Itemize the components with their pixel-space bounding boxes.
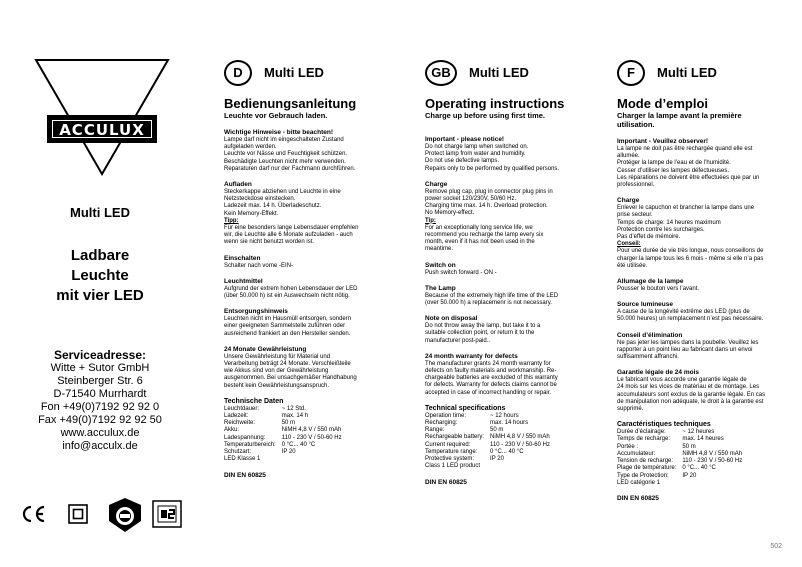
column-header: Multi LED xyxy=(657,65,717,81)
info-heading: Switch on xyxy=(425,261,456,269)
tech-label: Operation time: Recharging: Range: xyxy=(425,412,467,434)
tech-label: Ladezeit: Reichweite: xyxy=(224,413,256,427)
info-section xyxy=(425,262,595,277)
page-number: 502 xyxy=(770,543,782,550)
tech-table xyxy=(617,429,787,487)
tech-title: Technische Daten xyxy=(224,397,284,405)
tech-title: Caractéristiques techniques xyxy=(617,421,711,429)
service-title: Serviceadresse: xyxy=(53,348,147,362)
tech-label: Protective system: Class 1 LED product xyxy=(425,456,481,470)
info-section xyxy=(617,369,787,413)
column-german xyxy=(224,60,384,479)
column-english xyxy=(425,60,595,486)
tip-label: Tipp: xyxy=(224,217,239,224)
info-heading: Leuchtmittel xyxy=(224,277,263,285)
tech-title: Technical specifications xyxy=(425,404,506,412)
info-section xyxy=(425,136,595,173)
info-heading: Charge xyxy=(617,197,640,205)
info-text: Do not throw away the lamp, but take it to a suitable collection point, or return it to the manufacturer post-paid.. xyxy=(425,323,541,344)
service-line: Witte + Sutor GmbH xyxy=(50,362,150,374)
tech-label: Leuchtdauer: xyxy=(224,405,260,412)
section-subtitle: Charge up before using first time. xyxy=(425,111,546,120)
info-section xyxy=(425,315,595,345)
acculux-logo xyxy=(48,116,156,142)
info-section xyxy=(425,285,595,307)
info-heading: Wichtige Hinweise - bitte beachten! xyxy=(224,129,334,136)
info-section xyxy=(617,332,787,362)
tip-label: Tip: xyxy=(425,217,436,224)
info-text: Push switch forward - ON - xyxy=(425,269,497,276)
info-text: La lampe ne doit pas être rechargée quand elle est allumée. Protéger la lampe de l’eau et de l’humidité. Cesser d’utiliser les lampes défectueuses. Les réparations ne doivent être effectuées que par un professionnel. xyxy=(617,146,760,189)
info-text: Lampe darf nicht im eingeschalteten Zustand aufgeladen werden. Leuchte vor Nässe und Feuchtigkeit schützen. Beschädigte Leuchten nicht mehr verwenden. Reparaturen darf nur der Fachmann durchführen. xyxy=(224,137,356,172)
section-title: Operating instructions xyxy=(425,96,565,111)
tech-label: Schutzart: LED Klasse 1 xyxy=(224,449,261,463)
info-section xyxy=(617,138,787,189)
info-section xyxy=(224,278,384,300)
tech-value: ~ 12 hours max. 14 hours 50 m xyxy=(490,412,529,434)
language-badge-de: D xyxy=(224,60,252,86)
info-heading: Note on disposal xyxy=(425,315,478,323)
tip-text: Für eine besonders lange Lebensdauer empfehlen wir, die Leuchte alle 6 Monate aufzuladen - auch wenn sie nicht benutzt worden ist. xyxy=(224,225,359,246)
column-french xyxy=(617,60,787,502)
tip-text: Pour une durée de vie très longue, nous conseillons de charger la lampe tous les 6 mois - même si elle n’a pas été utilisée. xyxy=(617,248,764,269)
tech-value: max. 14 h 50 m xyxy=(281,413,309,427)
info-heading: Garantie légale de 24 mois xyxy=(617,369,700,377)
info-section xyxy=(224,255,384,270)
section-title: Mode d’emploi xyxy=(617,96,708,111)
din-norm: DIN EN 60825 xyxy=(425,478,467,486)
tip-label: Conseil: xyxy=(617,241,641,248)
tech-value: NiMH 4,8 V / 550 mAh 110 - 230 V / 50-60 Hz 0 °C... 40 °C IP 20 xyxy=(682,450,743,479)
info-heading: Entsorgungshinweis xyxy=(224,308,288,316)
info-text: Pousser le bouton vers l’avant. xyxy=(617,286,700,293)
tech-table xyxy=(425,413,595,471)
info-heading: Conseil d’élimination xyxy=(617,331,683,339)
gs-safety-icon xyxy=(152,500,182,528)
tuv-certification-icon xyxy=(108,497,142,533)
column-header: Multi LED xyxy=(264,65,324,81)
info-section xyxy=(617,197,787,270)
column-header: Multi LED xyxy=(469,65,529,81)
tip-text: For an exceptionally long service life, we recommend you recharge the lamp every six month, even if it has not been used in the meantime. xyxy=(425,224,544,253)
language-badge-f: F xyxy=(617,60,645,86)
service-line: Steinberger Str. 6 xyxy=(57,375,143,387)
info-section xyxy=(224,346,384,390)
info-text: Schalter nach vorne -EIN- xyxy=(224,262,294,269)
tagline-line: Leuchte xyxy=(71,267,129,284)
tech-value: NiMH 4,8 V / 550 mAh 110 - 230 V / 50-60 Hz 0 °C... 40 °C xyxy=(490,434,550,455)
double-insulation-icon xyxy=(68,504,88,524)
info-text: Do not charge lamp when switched on. Protect lamp from water and humidity. Do not use defective lamps. Repairs only to be performed by qualified persons. xyxy=(425,144,560,172)
info-heading: Einschalten xyxy=(224,254,261,262)
info-text: Steckerkappe abziehen und Leuchte in eine Netzsteckdose einstecken. Ladezeit max. 14 h. Überladeschutz. Kein Memory-Effekt. xyxy=(224,189,341,217)
info-text: Because of the extremely high life time of the LED (over 50.000 h) a replacemenr is not necessary. xyxy=(425,292,559,307)
tech-value: ~ 12 heures max. 14 heures 50 m xyxy=(682,429,724,450)
info-section xyxy=(617,278,787,293)
info-section xyxy=(224,129,384,173)
section-subtitle: Leuchte vor Gebrauch laden. xyxy=(224,111,328,120)
tech-value: ~ 12 Std. xyxy=(281,405,306,412)
info-heading: 24 month warranty for defects xyxy=(425,352,518,360)
info-text: Remove plug cap, plug in connector plug pins in power socket 120/230V, 50/60 Hz. Charging time max. 14 h. Overload protection. No Memory-effect. xyxy=(425,188,553,217)
tech-table xyxy=(224,406,384,464)
info-section xyxy=(425,181,595,254)
language-badge-gb: GB xyxy=(425,60,457,86)
info-section xyxy=(617,301,787,323)
tech-label: Rechargeable battery: Current required: Temperature range: xyxy=(425,434,485,455)
service-line: www.acculux.de xyxy=(60,427,140,439)
service-line: Fax +49(0)7192 92 92 50 xyxy=(38,414,162,426)
left-tagline xyxy=(40,246,160,306)
ce-mark-icon xyxy=(20,505,46,523)
info-heading: Important - please notice! xyxy=(425,136,505,143)
tech-label: Accumulateur: Tension de recharge: Plage de température: Type de Protection: LED catégorie 1 xyxy=(617,450,677,486)
info-heading: Source lumineuse xyxy=(617,301,673,309)
tagline-line: mit vier LED xyxy=(56,287,144,304)
info-heading: 24 Monate Gewährleistung xyxy=(224,345,307,353)
info-heading: Allumage de la lampe xyxy=(617,278,684,286)
certification-icons xyxy=(20,497,185,533)
section-title: Bedienungsanleitung xyxy=(224,96,357,111)
info-text: Unsere Gewährleistung für Material und Verarbeitung beträgt 24 Monate. Verschleißteile wie Akkus sind von der Gewährleistung ausgenommen. Bei unsachgemäßer Handhabung besteht kein Gewährleistungsanspruch. xyxy=(224,353,357,389)
service-line: Fon +49(0)7192 92 92 0 xyxy=(40,401,160,413)
info-section xyxy=(224,181,384,247)
tech-value: IP 20 xyxy=(281,449,296,456)
info-text: A cause de la longévité extrême des LED (plus de 50.000 heures) un remplacement n’est pas nécessaire. xyxy=(617,309,764,323)
info-heading: The Lamp xyxy=(425,284,456,292)
info-text: Ne pas jeter les lampes dans la poubelle. Veuillez les rapporter à un point lieu au fabricant dans un envoi suffisamment affranchi. xyxy=(617,339,759,361)
info-heading: Important - Veuillez observer! xyxy=(617,138,709,145)
left-product-name: Multi LED xyxy=(70,205,130,220)
info-heading: Aufladen xyxy=(224,181,252,189)
info-heading: Charge xyxy=(425,180,448,188)
info-text: Le fabricant vous accorde une garantie légale de 24 mois sur les vices de matériau et de montage. Les accumulateurs sont exclus de la garantie légale. En cas de manipulation non adéquate, le droit à la garantie est supprimé. xyxy=(617,377,766,413)
info-section xyxy=(224,308,384,338)
info-text: The manufacturer grants 24 month warranty for defects on faulty materials and workmanship. Re- chargeable batteries are excluded of this warranty for defects. Warranty for defects claims cannot be accepted in case of incorrect handling or repair. xyxy=(425,360,558,396)
tech-label: Durée d’éclairage: Temps de recharge: Portée : xyxy=(617,429,671,450)
section-subtitle: Charger la lampe avant la première utilisation. xyxy=(617,111,742,129)
info-text: Enlever le capuchon et brancher la lampe dans une prise secteur. Temps de charge: 14 heures maximum Protection contre les surcharges. Pas d’effet de mémoire. xyxy=(617,205,755,241)
info-section xyxy=(425,353,595,397)
service-address xyxy=(30,348,170,453)
tech-value: IP 20 xyxy=(490,456,504,463)
tech-label: Akku: Ladespannung: Temperaturbereich: xyxy=(224,427,276,448)
tech-value: NiMH 4,8 V / 550 mAh 110 - 230 V / 50-60 Hz 0 °C... 40 °C xyxy=(281,427,342,448)
din-norm: DIN EN 60825 xyxy=(617,494,659,502)
din-norm: DIN EN 60825 xyxy=(224,471,266,479)
tagline-line: Ladbare xyxy=(70,247,130,264)
service-line: info@acculx.de xyxy=(62,440,138,452)
info-text: Leuchten nicht im Hausmüll entsorgen, sondern einer geeigneten Sammelstelle zuführen oder ausreichend frankiert an den Hersteller senden. xyxy=(224,316,352,337)
service-line: D-71540 Murrhardt xyxy=(53,388,147,400)
logo-text: ACCULUX xyxy=(52,120,152,138)
info-text: Aufgrund der extrem hohen Lebensdauer der LED (über 50.000 h) ist ein Auswechseln nicht nötig. xyxy=(224,285,358,300)
